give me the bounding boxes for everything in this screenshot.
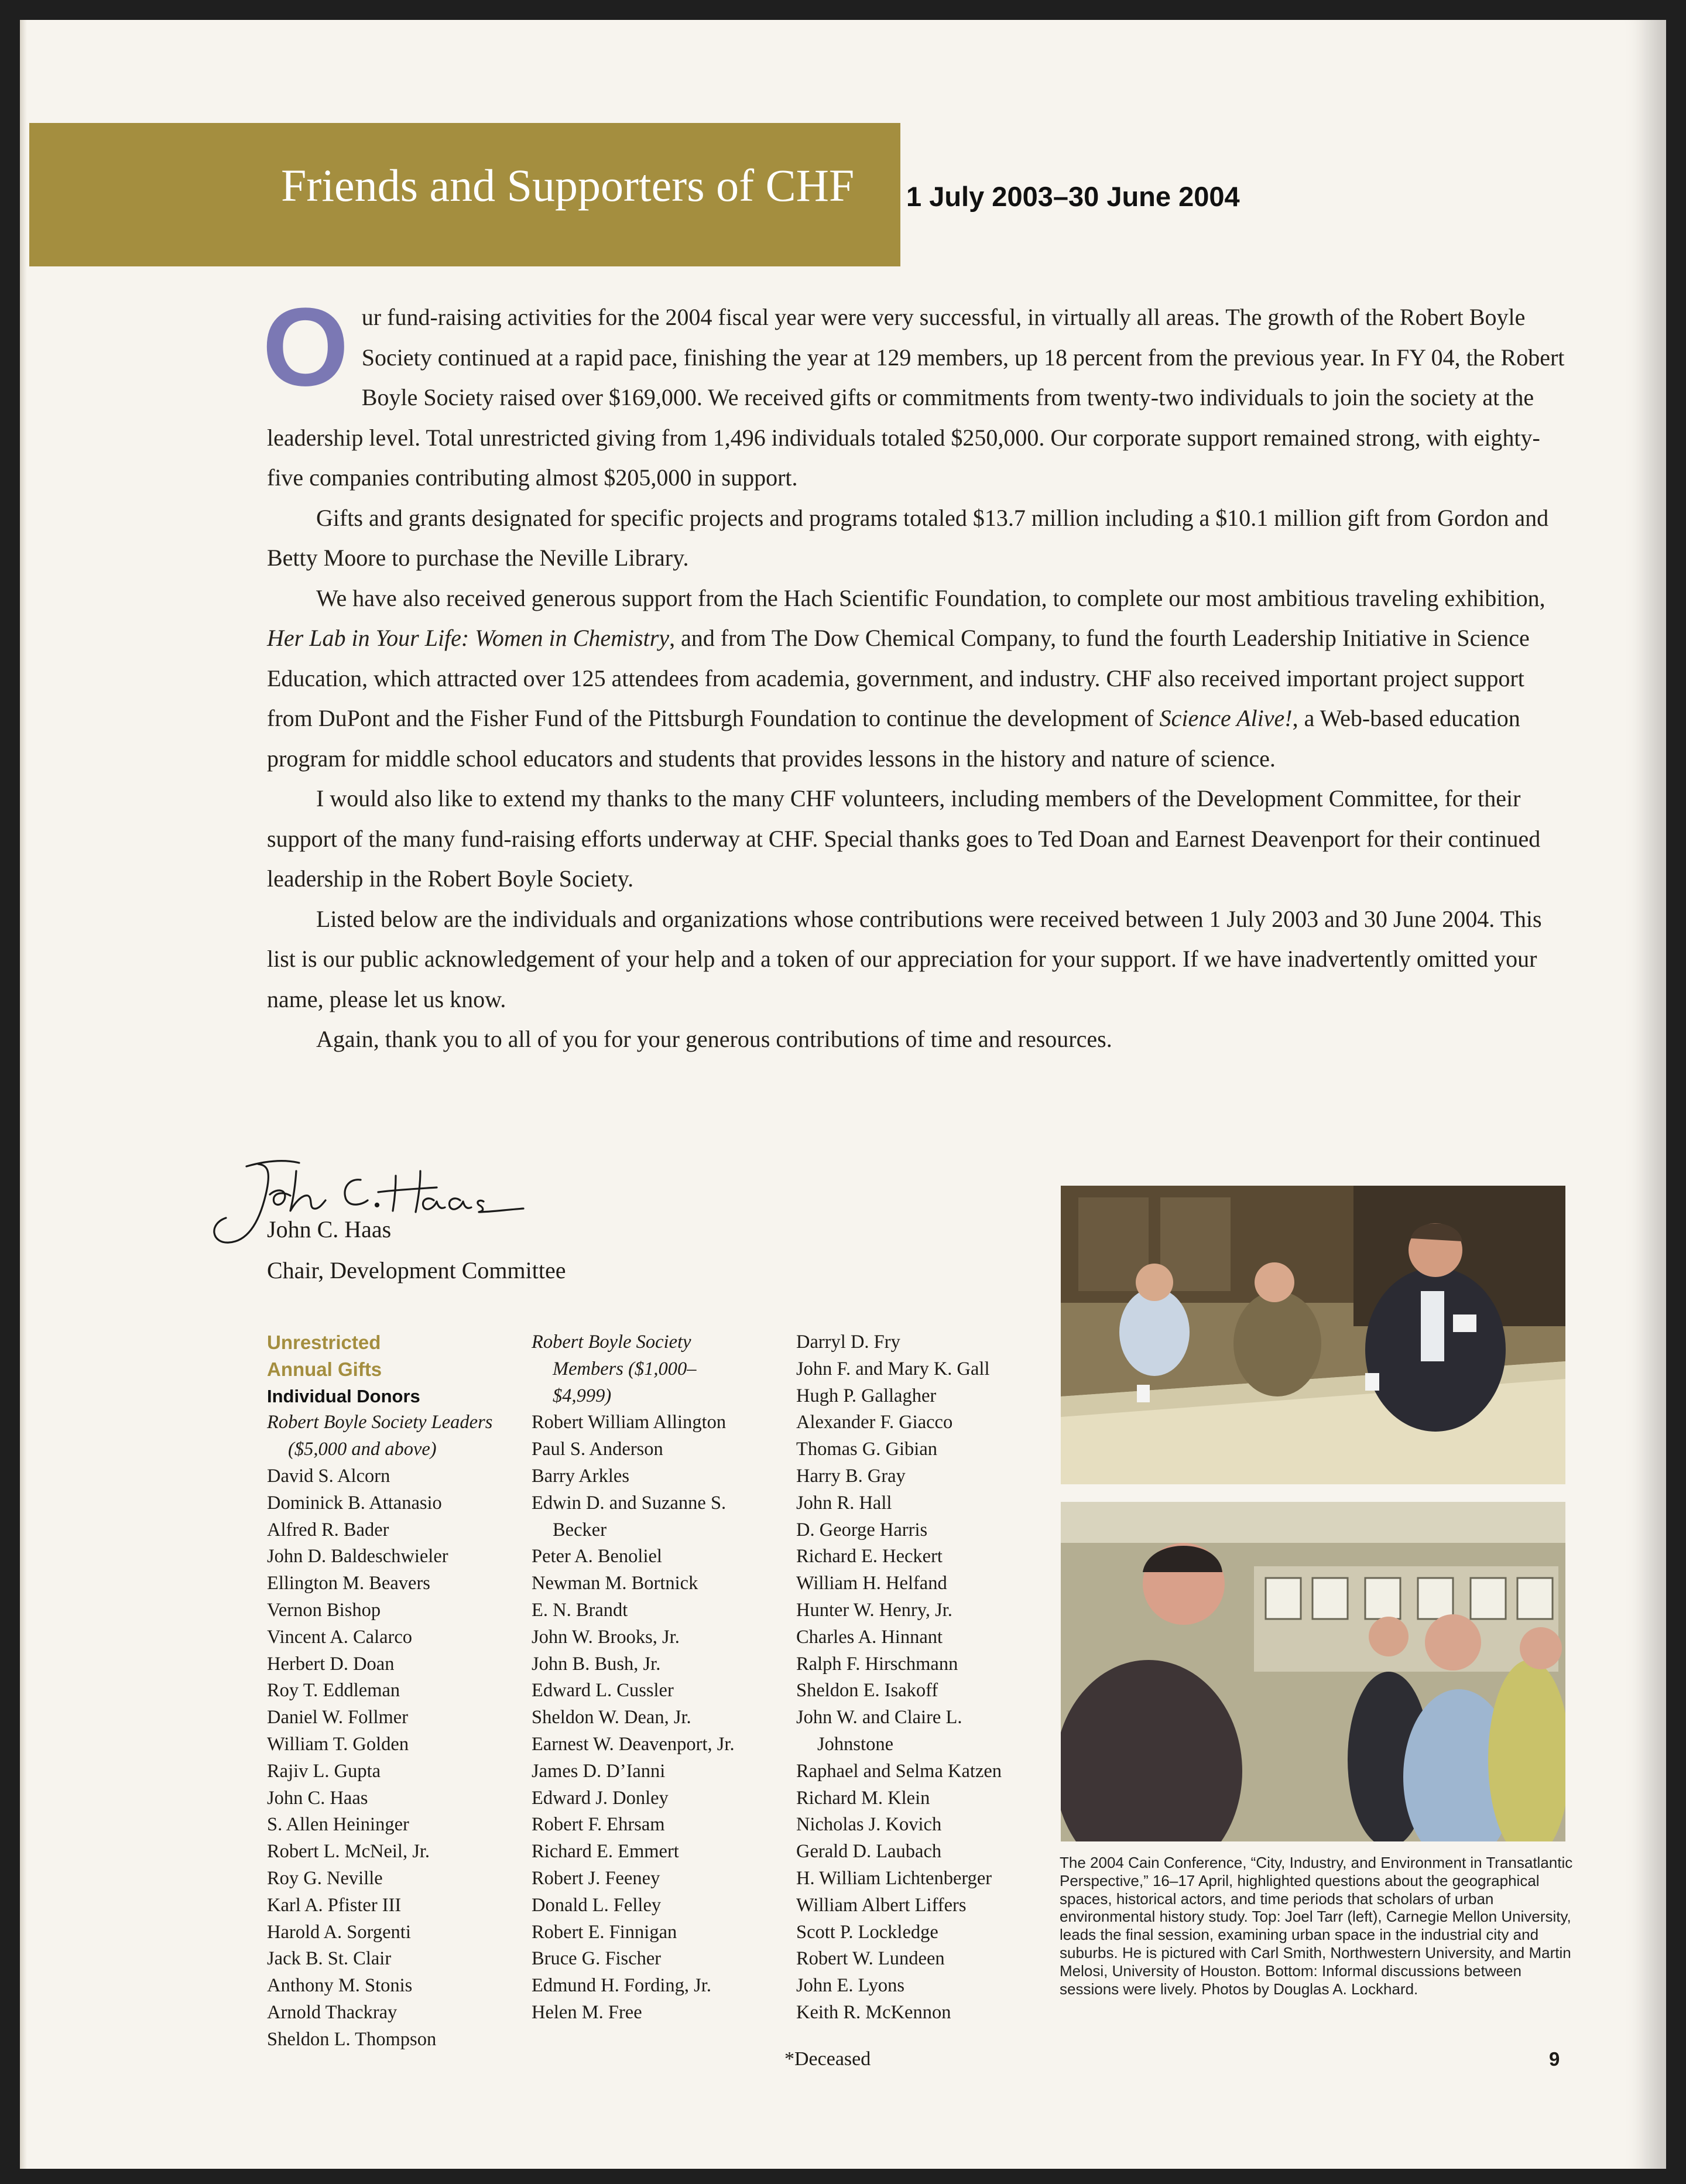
donor-name: S. Allen Heininger: [267, 1814, 409, 1836]
donor-name: Ellington M. Beavers: [267, 1573, 430, 1594]
intro-p3-part-a: We have also received generous support from the Hach Scientific Foundation, to complete our most ambitious traveling exhibition,: [316, 584, 1546, 611]
page-number: 9: [1549, 2048, 1560, 2070]
intro-paragraph-2: Gifts and grants designated for specific projects and programs totaled $13.7 million including a $10.1 million gift from Gordon and Betty Moore to purchase the Neville Library.: [267, 504, 1549, 571]
donor-name: Robert L. McNeil, Jr.: [267, 1841, 430, 1863]
donor-name: Ralph F. Hirschmann: [796, 1653, 958, 1675]
donor-name: Charles A. Hinnant: [796, 1626, 943, 1648]
donor-name: David S. Alcorn: [267, 1465, 390, 1487]
donor-name: Robert F. Ehrsam: [532, 1814, 665, 1836]
donor-name: Alfred R. Bader: [267, 1519, 389, 1541]
intro-paragraph-5: Listed below are the individuals and organizations whose contributions were received between 1 July 2003 and 30 June 2004. This list is our public acknowledgement of your help and a token of our appreciation for your support. If we have inadvertently omitted your name, please let us know.: [267, 905, 1542, 1012]
donor-name: Karl A. Pfister III: [267, 1894, 402, 1916]
donor-name: John C. Haas: [267, 1787, 368, 1809]
intro-p3-part-c: , a Web-based education program for middle school educators and students that provides lessons in the history and nature of science.: [267, 705, 1520, 772]
donor-name: John E. Lyons: [796, 1975, 905, 1997]
intro-paragraph-1-text: ur fund-raising activities for the 2004 fiscal year were very successful, in virtually all areas. The growth of the Robert Boyle Society continued at a rapid pace, finishing the year at 129 members, up 18 percent from the previous year. In FY 04, the Robert Boyle Society raised over $169,000. We received gifts or commitments from twenty-two individuals to join the society at the leadership level. Total unrestricted giving from 1,496 individuals totaled $250,000. Our corporate support remained strong, with eighty-five companies contributing almost $205,000 in support.: [267, 304, 1565, 491]
drop-cap: O: [262, 285, 349, 409]
donor-name: Earnest W. Deavenport, Jr.: [532, 1733, 735, 1755]
photo-caption: The 2004 Cain Conference, “City, Industry, and Environment in Transatlantic Perspective,” 16–17 April, highlighted questions about the geographical spaces, historical actors, and time periods that scholars of urban environmental history study. Top: Joel Tarr (left), Carnegie Mellon University, leads the final session, examining urban space in the industrial city and suburbs. He is pictured with Carl Smith, Northwestern University, and Martin Melosi, University of Houston. Bottom: Informal discussions between sessions were lively. Photos by Douglas A. Lockhard.: [1060, 1854, 1573, 1998]
donor-name: Arnold Thackray: [267, 2001, 397, 2023]
donor-name: Robert J. Feeney: [532, 1867, 660, 1889]
donor-name: Robert W. Lundeen: [796, 1948, 945, 1970]
donor-name: H. William Lichtenberger: [796, 1867, 992, 1889]
donor-name: Barry Arkles: [532, 1465, 629, 1487]
intro-letter: [262, 285, 1567, 1060]
donor-name: Anthony M. Stonis: [267, 1975, 413, 1997]
donor-name: Edmund H. Fording, Jr.: [532, 1975, 711, 1997]
intro-paragraph-3: [267, 578, 1567, 779]
donor-name: Keith R. McKennon: [796, 2001, 951, 2023]
program-title: Science Alive!: [1159, 705, 1293, 731]
donor-name: Nicholas J. Kovich: [796, 1814, 942, 1836]
binding-edge: [20, 20, 27, 2169]
donor-name: Daniel W. Follmer: [267, 1707, 409, 1728]
donor-name: Becker: [553, 1519, 607, 1541]
donor-name: John B. Bush, Jr.: [532, 1653, 661, 1675]
donor-name: Darryl D. Fry: [796, 1331, 900, 1353]
donor-name: Richard E. Emmert: [532, 1841, 679, 1863]
donor-name: Newman M. Bortnick: [532, 1573, 698, 1594]
donor-name: Sheldon E. Isakoff: [796, 1680, 938, 1702]
donor-name: Vernon Bishop: [267, 1599, 381, 1621]
donor-column-2: [532, 1329, 789, 2026]
donor-name: Richard M. Klein: [796, 1787, 930, 1809]
donor-name: James D. D’Ianni: [532, 1760, 666, 1782]
donor-name: Helen M. Free: [532, 2001, 642, 2023]
donor-name: Peter A. Benoliel: [532, 1546, 662, 1567]
donor-name: Roy G. Neville: [267, 1867, 383, 1889]
intro-paragraph-4: I would also like to extend my thanks to the many CHF volunteers, including members of the Development Committee, for their support of the many fund-raising efforts underway at CHF. Special thanks goes to Ted Doan and Earnest Deavenport for their continued leadership in the Robert Boyle Society.: [267, 785, 1541, 892]
category-heading: Robert Boyle Society Leaders: [267, 1412, 493, 1433]
donor-name: Edwin D. and Suzanne S.: [532, 1492, 727, 1514]
donor-name: Sheldon L. Thompson: [267, 2028, 437, 2050]
page-title: Friends and Supporters of CHF: [281, 160, 855, 211]
exhibition-title: Her Lab in Your Life: Women in Chemistry: [267, 625, 670, 651]
donor-name: Donald L. Felley: [532, 1894, 662, 1916]
section-heading: Unrestricted: [267, 1331, 381, 1353]
donor-name: Hunter W. Henry, Jr.: [796, 1599, 952, 1621]
donor-name: D. George Harris: [796, 1519, 928, 1541]
donor-name: Herbert D. Doan: [267, 1653, 395, 1675]
donor-name: Johnstone: [817, 1733, 893, 1755]
donor-name: Rajiv L. Gupta: [267, 1760, 381, 1782]
donor-name: John R. Hall: [796, 1492, 892, 1514]
donor-name: William Albert Liffers: [796, 1894, 967, 1916]
donor-name: Jack B. St. Clair: [267, 1948, 392, 1970]
donor-list-members: [796, 1329, 1054, 2026]
donor-name: Sheldon W. Dean, Jr.: [532, 1707, 691, 1728]
donor-name: Bruce G. Fischer: [532, 1948, 662, 1970]
category-heading: Robert Boyle Society: [532, 1331, 691, 1353]
donor-name: Gerald D. Laubach: [796, 1841, 942, 1863]
donor-name: William T. Golden: [267, 1733, 409, 1755]
donor-name: Roy T. Eddleman: [267, 1680, 400, 1702]
donor-name: Edward L. Cussler: [532, 1680, 674, 1702]
category-heading: $4,999): [553, 1385, 612, 1406]
donor-column-1: [267, 1329, 525, 2053]
donor-list-leaders: [267, 1463, 525, 2053]
donor-name: John D. Baldeschwieler: [267, 1546, 448, 1567]
signer-name: John C. Haas: [267, 1216, 392, 1242]
donor-name: Harry B. Gray: [796, 1465, 906, 1487]
donor-name: Robert E. Finnigan: [532, 1921, 677, 1943]
donor-name: Alexander F. Giacco: [796, 1412, 953, 1433]
category-heading: ($5,000 and above): [288, 1439, 437, 1460]
signer-title: Chair, Development Committee: [267, 1257, 566, 1283]
donor-name: Scott P. Lockledge: [796, 1921, 938, 1943]
donor-name: Thomas G. Gibian: [796, 1439, 938, 1460]
section-heading: Annual Gifts: [267, 1358, 382, 1380]
donor-name: Hugh P. Gallagher: [796, 1385, 937, 1406]
donor-name: Edward J. Donley: [532, 1787, 669, 1809]
photo-informal-discussion: [1061, 1502, 1565, 1841]
donor-name: E. N. Brandt: [532, 1599, 628, 1621]
intro-p3-part-b: , and from The Dow Chemical Company, to fund the fourth Leadership Initiative in Science Education, which attracted over 125 attendees from academia, government, and industry. CHF also received important project support from DuPont and the Fisher Fund of the Pittsburgh Foundation to continue the development of: [267, 625, 1530, 731]
intro-paragraph-6: Again, thank you to all of you for your generous contributions of time and resources.: [316, 1026, 1112, 1052]
donor-name: John F. and Mary K. Gall: [796, 1358, 990, 1379]
donor-name: John W. and Claire L.: [796, 1707, 962, 1728]
intro-paragraph-1: [262, 285, 1567, 498]
donor-name: Robert William Allington: [532, 1412, 727, 1433]
donor-column-3: [796, 1329, 1054, 2026]
donor-name: Vincent A. Calarco: [267, 1626, 413, 1648]
donor-name: Paul S. Anderson: [532, 1439, 663, 1460]
donor-name: John W. Brooks, Jr.: [532, 1626, 680, 1648]
donor-list-members: [532, 1409, 789, 2026]
donor-name: Harold A. Sorgenti: [267, 1921, 411, 1943]
date-range: 1 July 2003–30 June 2004: [906, 181, 1240, 212]
donor-name: Dominick B. Attanasio: [267, 1492, 442, 1514]
category-heading: Members ($1,000–: [553, 1358, 697, 1379]
donor-name: Richard E. Heckert: [796, 1546, 943, 1567]
donor-name: Raphael and Selma Katzen: [796, 1760, 1002, 1782]
donor-name: William H. Helfand: [796, 1573, 947, 1594]
footnote: *Deceased: [784, 2048, 871, 2070]
photo-conference-panel: [1061, 1186, 1565, 1484]
sub-heading: Individual Donors: [267, 1385, 420, 1406]
